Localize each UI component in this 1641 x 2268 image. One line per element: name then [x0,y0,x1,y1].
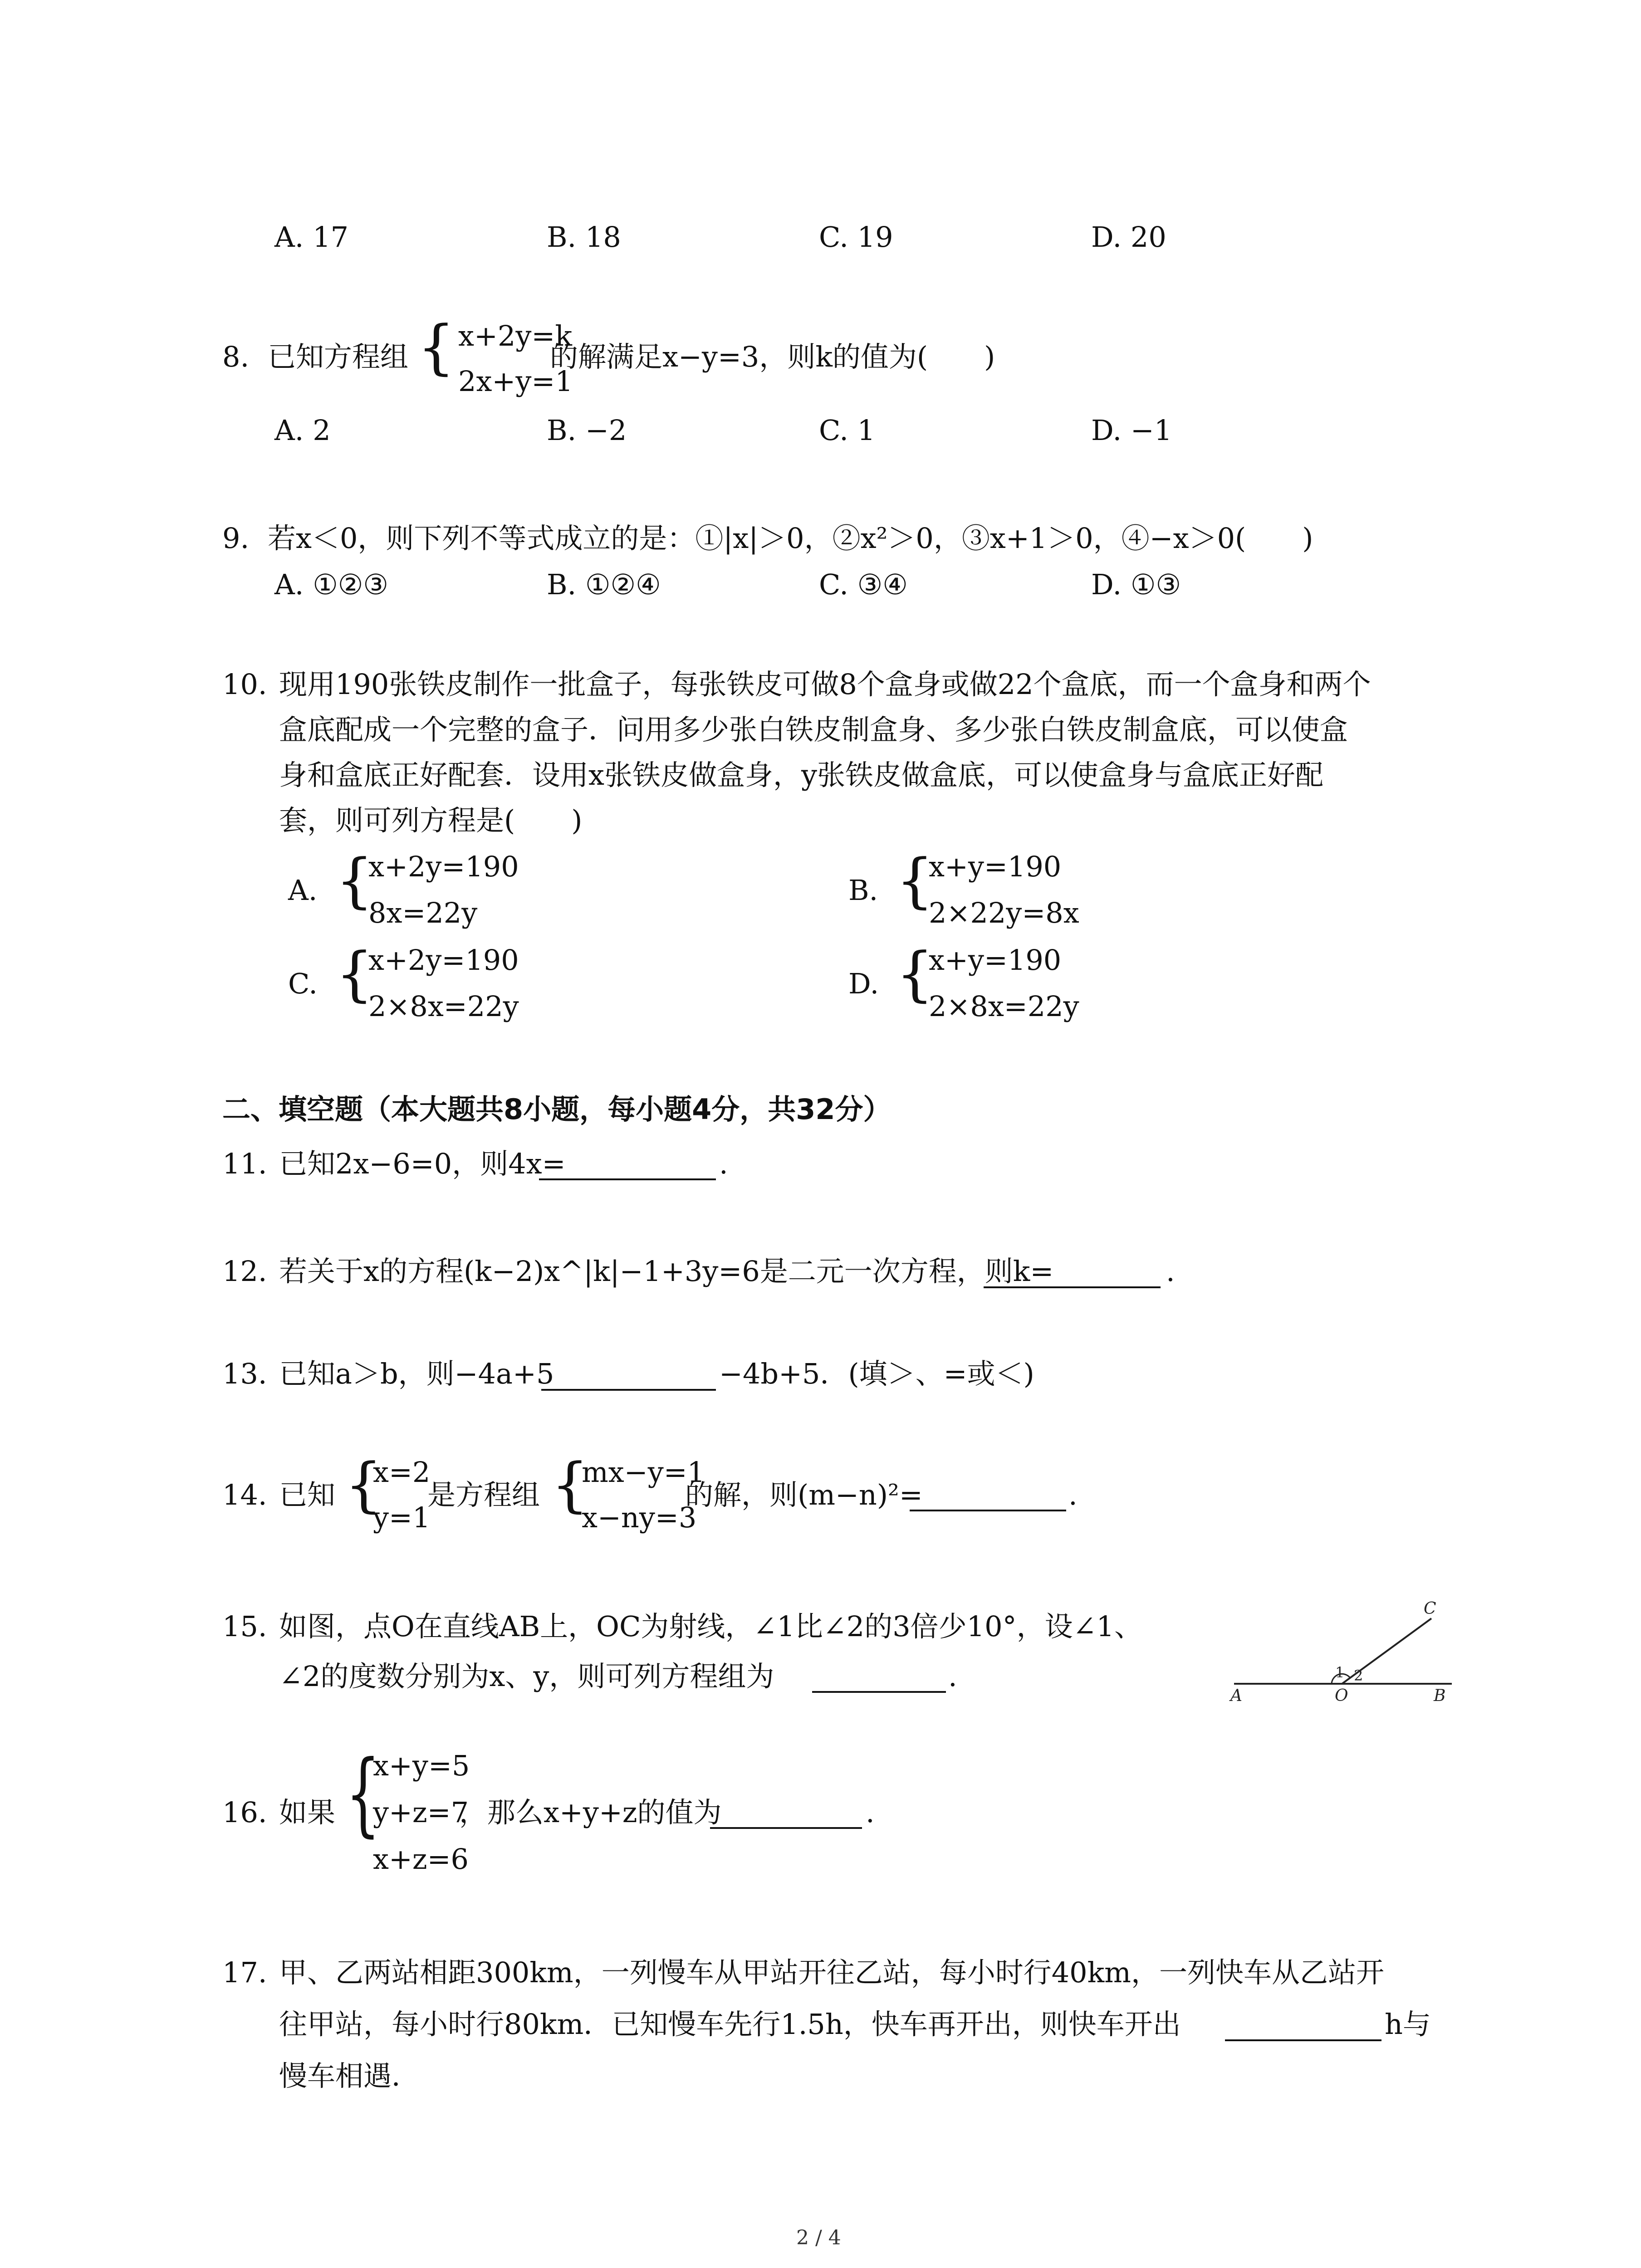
q16-equation-1: x+y=5 [373,1749,470,1782]
q10-number: 10. [222,668,267,701]
q10-option-c-brace: { [336,939,373,1008]
q16-pre: 如果 [279,1796,336,1829]
q13-stem: 已知a＞b，则−4a+5 [279,1357,554,1390]
q8-number: 8. [222,340,250,373]
q10-option-a-brace: { [336,846,373,915]
q9-option-c: C. ③④ [819,568,908,601]
q16-post: ，那么x+y+z的值为 [459,1796,722,1829]
q11-stem: 已知2x−6=0，则4x= [279,1147,566,1180]
q15-line-1: 如图，点O在直线AB上，OC为射线，∠1比∠2的3倍少10°，设∠1、 [279,1610,1142,1643]
q8-option-a: A. 2 [274,414,331,447]
q17-line-3: 慢车相遇． [279,2059,420,2092]
q10-option-b-brace: { [896,846,934,915]
q10-option-b-eq1: x+y=190 [929,850,1062,883]
q14-solution-2: y=1 [373,1501,431,1534]
q9-option-b: B. ①②④ [547,568,661,601]
q10-option-c-eq1: x+2y=190 [368,943,519,977]
q11-number: 11. [222,1147,267,1180]
point-a-label: A [1230,1686,1242,1705]
q14-answer-blank[interactable] [910,1479,1066,1511]
q17-line-2-end: h与 [1385,2008,1431,2041]
q17-line-2: 往甲站，每小时行80km．已知慢车先行1.5h，快车再开出，则快车开出 [279,2008,1181,2041]
q10-option-d-eq2: 2×8x=22y [929,990,1079,1023]
point-o-label: O [1335,1686,1348,1705]
q8-eq1: x+2y=k [458,319,572,352]
q14-equation-2: x−ny=3 [582,1501,697,1534]
q14-brace-1: { [345,1450,382,1519]
q9-number: 9. [222,522,250,555]
q10-line-1: 现用190张铁皮制作一批盒子，每张铁皮可做8个盒身或做22个盒底，而一个盒身和两个 [279,668,1371,701]
q9-stem: 若x＜0，则下列不等式成立的是：①|x|＞0，②x²＞0，③x+1＞0，④−x＞0( ) [268,522,1313,555]
q10-line-4: 套，则可列方程是( ) [279,804,583,837]
point-b-label: B [1434,1686,1446,1705]
q10-option-c-label: C. [288,967,318,1000]
q10-option-b-eq2: 2×22y=8x [929,896,1079,929]
q17-line-1: 甲、乙两站相距300km，一列慢车从甲站开往乙站，每小时行40km，一列快车从乙站开 [279,1956,1384,1989]
angle-figure [1225,1588,1461,1715]
q10-option-a-label: A. [288,874,318,907]
q13-answer-blank[interactable] [541,1358,716,1391]
q7-option-b: B. 18 [547,220,621,254]
q8-stem-pre: 已知方程组 [268,340,409,373]
q14-solution-1: x=2 [373,1456,431,1489]
q10-option-b-label: B. [848,874,878,907]
q14-end: . [1068,1478,1078,1511]
page-number: 2 / 4 [796,2226,841,2249]
angle-1-label: 1 [1335,1664,1345,1681]
q10-option-d-eq1: x+y=190 [929,943,1062,977]
q7-option-d: D. 20 [1091,220,1166,254]
q7-option-a: A. 17 [274,220,349,254]
q9-option-d: D. ①③ [1091,568,1181,601]
q8-option-d: D. −1 [1091,414,1172,447]
q12-number: 12. [222,1255,267,1288]
q8-eq2: 2x+y=1 [458,365,573,398]
q15-answer-blank[interactable] [812,1660,946,1693]
q16-brace: { [346,1741,381,1847]
q12-answer-blank[interactable] [984,1256,1161,1288]
q15-number: 15. [222,1610,267,1643]
q16-end: . [866,1796,875,1829]
q10-option-c-eq2: 2×8x=22y [368,990,519,1023]
q14-brace-2: { [551,1450,589,1519]
section-2-title: 二、填空题（本大题共8小题，每小题4分，共32分） [222,1093,892,1126]
q17-answer-blank[interactable] [1225,2009,1381,2041]
q10-option-a-eq1: x+2y=190 [368,850,519,883]
q8-brace: { [417,313,455,381]
q16-equation-3: x+z=6 [373,1843,469,1876]
q14-post: 的解，则(m−n)²= [685,1478,923,1511]
q14-pre: 已知 [279,1478,336,1511]
q10-option-d-brace: { [896,939,934,1008]
q10-option-d-label: D. [848,967,879,1000]
q10-option-a-eq2: 8x=22y [368,896,478,929]
q13-end: −4b+5．(填＞、=或＜) [719,1357,1034,1390]
q16-equation-2: y+z=7 [373,1796,469,1829]
q14-number: 14. [222,1478,267,1511]
q15-line-2: ∠2的度数分别为x、y，则可列方程组为 [279,1660,774,1693]
q16-number: 16. [222,1796,267,1829]
q12-stem: 若关于x的方程(k−2)x^|k|−1+3y=6是二元一次方程，则k= [279,1255,1054,1288]
q10-line-3: 身和盒底正好配套．设用x张铁皮做盒身，y张铁皮做盒底，可以使盒身与盒底正好配 [279,758,1323,792]
q17-number: 17. [222,1956,267,1989]
q11-end: . [719,1147,728,1180]
q8-option-b: B. −2 [547,414,627,447]
q10-line-2: 盒底配成一个完整的盒子．问用多少张白铁皮制盒身、多少张白铁皮制盒底，可以使盒 [279,713,1348,746]
q14-mid: 是方程组 [427,1478,540,1511]
q7-option-c: C. 19 [819,220,893,254]
q8-stem-post: 的解满足x−y=3，则k的值为( ) [550,340,995,373]
q11-answer-blank[interactable] [539,1148,716,1180]
point-c-label: C [1424,1599,1436,1618]
q9-option-a: A. ①②③ [274,568,388,601]
q15-end: . [948,1660,957,1693]
angle-2-label: 2 [1354,1667,1363,1684]
q14-equation-1: mx−y=1 [582,1456,705,1489]
q16-answer-blank[interactable] [710,1796,862,1829]
q13-number: 13. [222,1357,267,1390]
q8-option-c: C. 1 [819,414,876,447]
q12-end: . [1166,1255,1175,1288]
